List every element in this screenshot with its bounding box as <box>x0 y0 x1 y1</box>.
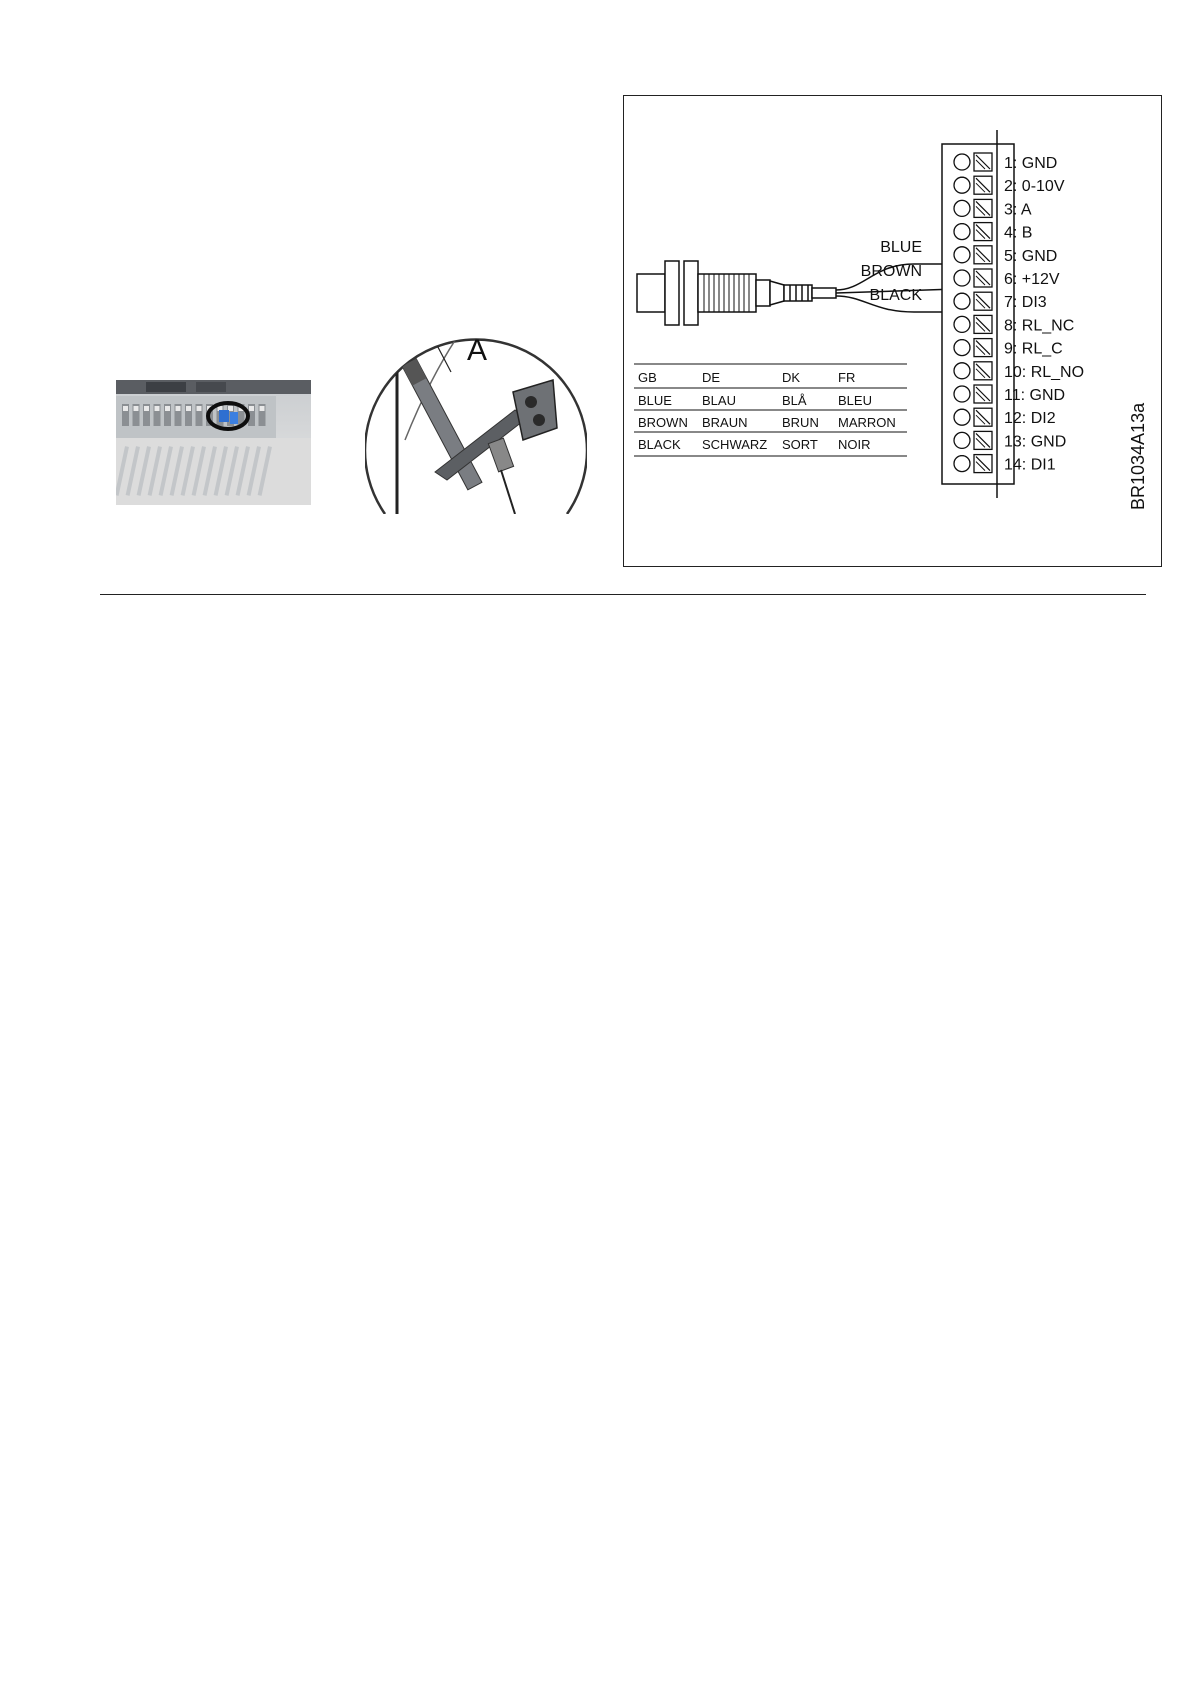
table-header: FR <box>838 370 856 385</box>
sensor-mounting-detail <box>365 300 587 514</box>
inductive-sensor <box>637 261 836 325</box>
table-cell: BLÅ <box>782 393 807 408</box>
table-cell: BROWN <box>638 415 688 430</box>
terminal-10 <box>954 362 1084 381</box>
terminal-label: 2: 0-10V <box>1004 178 1065 196</box>
terminal-label: 14: DI1 <box>1004 456 1056 474</box>
terminal-label: 10: RL_NO <box>1004 363 1085 381</box>
table-cell: NOIR <box>838 437 871 452</box>
terminal-label: 8: RL_NC <box>1004 317 1075 335</box>
terminal-label: 1: GND <box>1004 155 1058 172</box>
table-cell: SORT <box>782 437 818 452</box>
sensor-mounting-illustration <box>365 300 587 514</box>
wire-color-table <box>634 364 907 456</box>
table-cell: BLEU <box>838 393 872 408</box>
wiring-diagram <box>623 95 1162 567</box>
table-cell: SCHWARZ <box>702 437 768 452</box>
terminal-label: 5: GND <box>1004 247 1058 265</box>
terminal-block-photo-image <box>116 380 311 505</box>
terminal-label: 9: RL_C <box>1004 340 1063 358</box>
wire-label: BLUE <box>880 239 922 256</box>
table-cell: BRAUN <box>702 415 748 430</box>
terminal-label: 4: B <box>1004 224 1033 242</box>
table-cell: BLACK <box>638 437 681 452</box>
wiring-diagram-svg <box>624 96 1163 568</box>
table-header: GB <box>638 370 657 385</box>
terminal-label: 12: DI2 <box>1004 410 1056 428</box>
wire-label: BROWN <box>860 263 922 280</box>
terminal-label: 11: GND <box>1004 387 1066 404</box>
table-cell: BLAU <box>702 393 736 408</box>
table-cell: BLUE <box>638 393 672 408</box>
terminal-block-photo <box>116 380 311 505</box>
terminal-label: 7: DI3 <box>1004 294 1047 312</box>
terminal-label: 13: GND <box>1004 433 1067 451</box>
drawing-code: BR1034A13a <box>1128 402 1148 510</box>
table-cell: BRUN <box>782 415 819 430</box>
table-header: DE <box>702 370 721 385</box>
wire-label: BLACK <box>869 287 922 304</box>
table-cell: MARRON <box>838 415 896 430</box>
terminal-block <box>942 130 1084 498</box>
terminal-label: 3: A <box>1004 201 1032 219</box>
terminal-label: 6: +12V <box>1004 271 1060 288</box>
table-header: DK <box>782 370 801 385</box>
dimension-label-a: A <box>467 334 488 367</box>
section-divider <box>100 594 1146 595</box>
